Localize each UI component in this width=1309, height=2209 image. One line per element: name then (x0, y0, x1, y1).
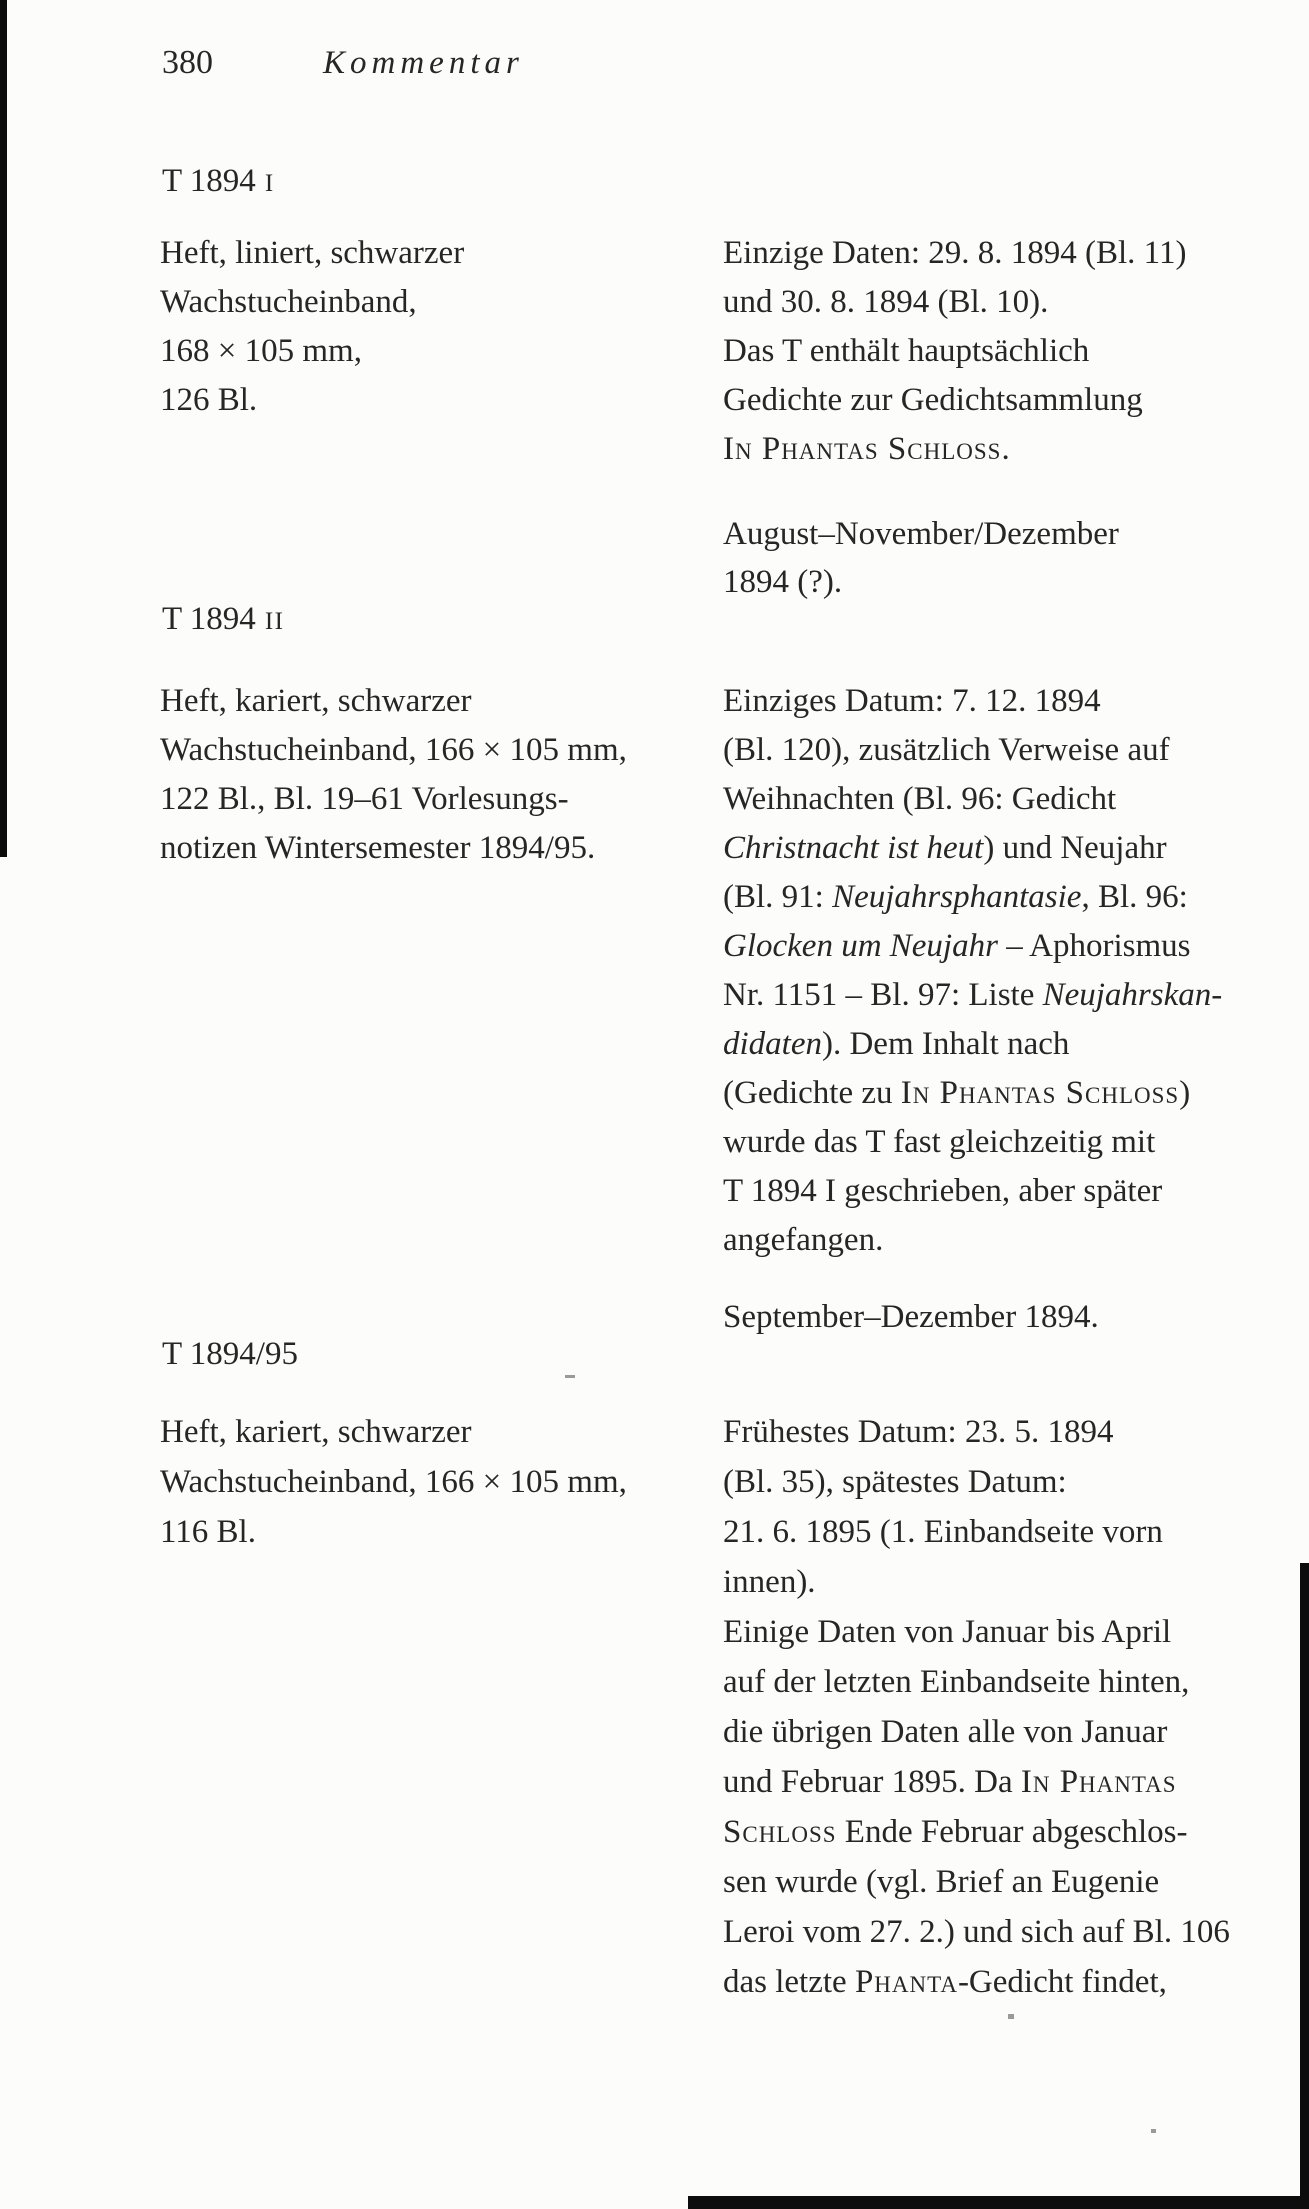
text-segment: 116 Bl. (160, 1514, 256, 1550)
text-segment: die übrigen Daten alle von Januar (723, 1714, 1168, 1750)
text-segment: In Phantas Schloss (900, 1075, 1180, 1111)
text-segment: (Bl. 35), spätestes Datum: (723, 1464, 1067, 1500)
text-segment: -Gedicht findet, (957, 1964, 1167, 2000)
entry-1-heading (162, 157, 275, 208)
text-segment: August–November/Dezember (723, 516, 1119, 552)
text-line (723, 327, 1186, 376)
text-segment: Heft, liniert, schwarzer (160, 235, 465, 271)
text-segment: innen). (723, 1564, 816, 1600)
text-segment: . (1001, 431, 1010, 467)
text-segment: T 1894 I geschrieben, aber später (723, 1173, 1163, 1209)
text-line (160, 229, 464, 278)
text-segment: wurde das T fast gleichzeitig mit (723, 1124, 1156, 1160)
scan-edge-right-bar (1300, 1563, 1309, 2209)
text-line (723, 971, 1222, 1020)
text-line (723, 1020, 1222, 1069)
text-line (160, 376, 464, 425)
text-segment: 21. 6. 1895 (1. Einbandseite vorn (723, 1514, 1163, 1550)
text-line (723, 278, 1186, 327)
text-segment: In Phantas (1020, 1764, 1177, 1800)
text-line (723, 510, 1119, 558)
text-segment: und 30. 8. 1894 (Bl. 10). (723, 284, 1049, 320)
text-line (723, 1557, 1230, 1607)
text-line (160, 327, 464, 376)
text-segment: auf der letzten Einbandseite hinten, (723, 1664, 1190, 1700)
text-segment: sen wurde (vgl. Brief an Eugenie (723, 1864, 1160, 1900)
text-line (723, 1407, 1230, 1457)
text-segment: ). Dem Inhalt nach (821, 1026, 1070, 1062)
text-segment: und Februar 1895. Da (723, 1764, 1021, 1800)
text-line (723, 1216, 1222, 1265)
text-segment: 126 Bl. (160, 382, 258, 418)
text-segment: Phanta (854, 1964, 958, 2000)
entry-3-heading (162, 1330, 298, 1378)
scan-speck (565, 1375, 575, 1378)
text-line (160, 1507, 627, 1557)
text-line (723, 229, 1186, 278)
text-segment: ) und Neujahr (983, 830, 1167, 866)
text-segment: Weihnachten (Bl. 96: Gedicht (723, 781, 1117, 817)
text-line (723, 1457, 1230, 1507)
text-line (723, 824, 1222, 873)
text-segment: (Bl. 91: (723, 879, 833, 915)
scan-edge-bottom-bar (688, 2196, 1309, 2209)
text-segment: Nr. 1151 – Bl. 97: Liste (723, 977, 1043, 1013)
text-line (723, 1657, 1230, 1707)
text-segment: Neujahrsphantasie (832, 879, 1082, 915)
text-segment: In Phantas Schloss (723, 431, 1002, 467)
text-line (723, 1069, 1222, 1118)
entry-1-description (160, 229, 464, 425)
text-segment: Schloss (723, 1814, 837, 1850)
text-segment: Heft, kariert, schwarzer (160, 683, 472, 719)
text-line (723, 1607, 1230, 1657)
text-segment: Wachstucheinband, 166 × 105 mm, (160, 732, 627, 768)
text-segment: Leroi vom 27. 2.) und sich auf Bl. 106 (723, 1914, 1230, 1950)
text-segment: Einzige Daten: 29. 8. 1894 (Bl. 11) (723, 235, 1187, 271)
scan-speck (1151, 2129, 1156, 2133)
text-line (160, 726, 627, 775)
text-line (723, 1757, 1230, 1807)
text-segment: – Aphorismus (997, 928, 1191, 964)
text-segment: , Bl. 96: (1081, 879, 1188, 915)
text-line (723, 1507, 1230, 1557)
text-line (160, 1457, 627, 1507)
scan-edge-left-bar (0, 0, 7, 857)
text-segment: Wachstucheinband, 166 × 105 mm, (160, 1464, 627, 1500)
text-segment: Einige Daten von Januar bis April (723, 1614, 1172, 1650)
text-segment: ) (1179, 1075, 1191, 1111)
text-line (723, 1293, 1099, 1341)
page-header (162, 39, 524, 87)
entry-3-heading-text: T 1894/95 (162, 1336, 298, 1372)
text-line (723, 922, 1222, 971)
text-segment: das letzte (723, 1964, 855, 2000)
entry-2-heading-text: T 1894 (162, 601, 256, 637)
text-line (160, 677, 627, 726)
text-line (723, 425, 1186, 474)
text-line (723, 1807, 1230, 1857)
text-segment: Einziges Datum: 7. 12. 1894 (723, 683, 1101, 719)
text-segment: Ende Februar abgeschlos- (836, 1814, 1188, 1850)
entry-2-heading-numeral: II (264, 608, 285, 635)
text-segment: Neujahrskan- (1042, 977, 1223, 1013)
text-segment: Glocken um Neujahr (723, 928, 998, 964)
text-line (723, 873, 1222, 922)
text-segment: September–Dezember 1894. (723, 1299, 1099, 1335)
text-segment: didaten (723, 1026, 822, 1062)
text-line (723, 677, 1222, 726)
entry-2-dates (723, 677, 1222, 1265)
text-line (723, 376, 1186, 425)
text-segment: 1894 (?). (723, 564, 843, 600)
text-line (723, 1167, 1222, 1216)
entry-3-dates (723, 1407, 1230, 2007)
entry-1-heading-text: T 1894 (162, 163, 256, 199)
text-line (723, 1957, 1230, 2007)
scan-speck (1008, 2014, 1014, 2019)
text-segment: (Bl. 120), zusätzlich Verweise auf (723, 732, 1170, 768)
text-segment: (Gedichte zu (723, 1075, 901, 1111)
text-segment: Christnacht ist heut (723, 830, 984, 866)
text-segment: Das T enthält hauptsächlich (723, 333, 1090, 369)
entry-3-description (160, 1407, 627, 1557)
text-segment: Gedichte zur Gedichtsammlung (723, 382, 1143, 418)
text-line (160, 824, 627, 873)
text-segment: 122 Bl., Bl. 19–61 Vorlesungs- (160, 781, 569, 817)
entry-2-description (160, 677, 627, 873)
entry-1-period (723, 510, 1119, 606)
page-number: 380 (162, 44, 213, 81)
text-line (723, 1118, 1222, 1167)
running-title: Kommentar (323, 45, 524, 81)
text-segment: notizen Wintersemester 1894/95. (160, 830, 596, 866)
text-line (723, 1707, 1230, 1757)
text-line (723, 726, 1222, 775)
entry-1-dates (723, 229, 1186, 474)
text-segment: angefangen. (723, 1222, 884, 1258)
entry-1-heading-numeral: I (264, 170, 275, 197)
text-line (160, 775, 627, 824)
text-segment: 168 × 105 mm, (160, 333, 362, 369)
text-segment: Heft, kariert, schwarzer (160, 1414, 472, 1450)
entry-2-heading (162, 595, 284, 646)
text-segment: Frühestes Datum: 23. 5. 1894 (723, 1414, 1114, 1450)
entry-2-period (723, 1293, 1099, 1341)
text-line (723, 775, 1222, 824)
text-line (160, 1407, 627, 1457)
text-line (723, 558, 1119, 606)
text-segment: Wachstucheinband, (160, 284, 417, 320)
text-line (723, 1907, 1230, 1957)
text-line (160, 278, 464, 327)
text-line (723, 1857, 1230, 1907)
